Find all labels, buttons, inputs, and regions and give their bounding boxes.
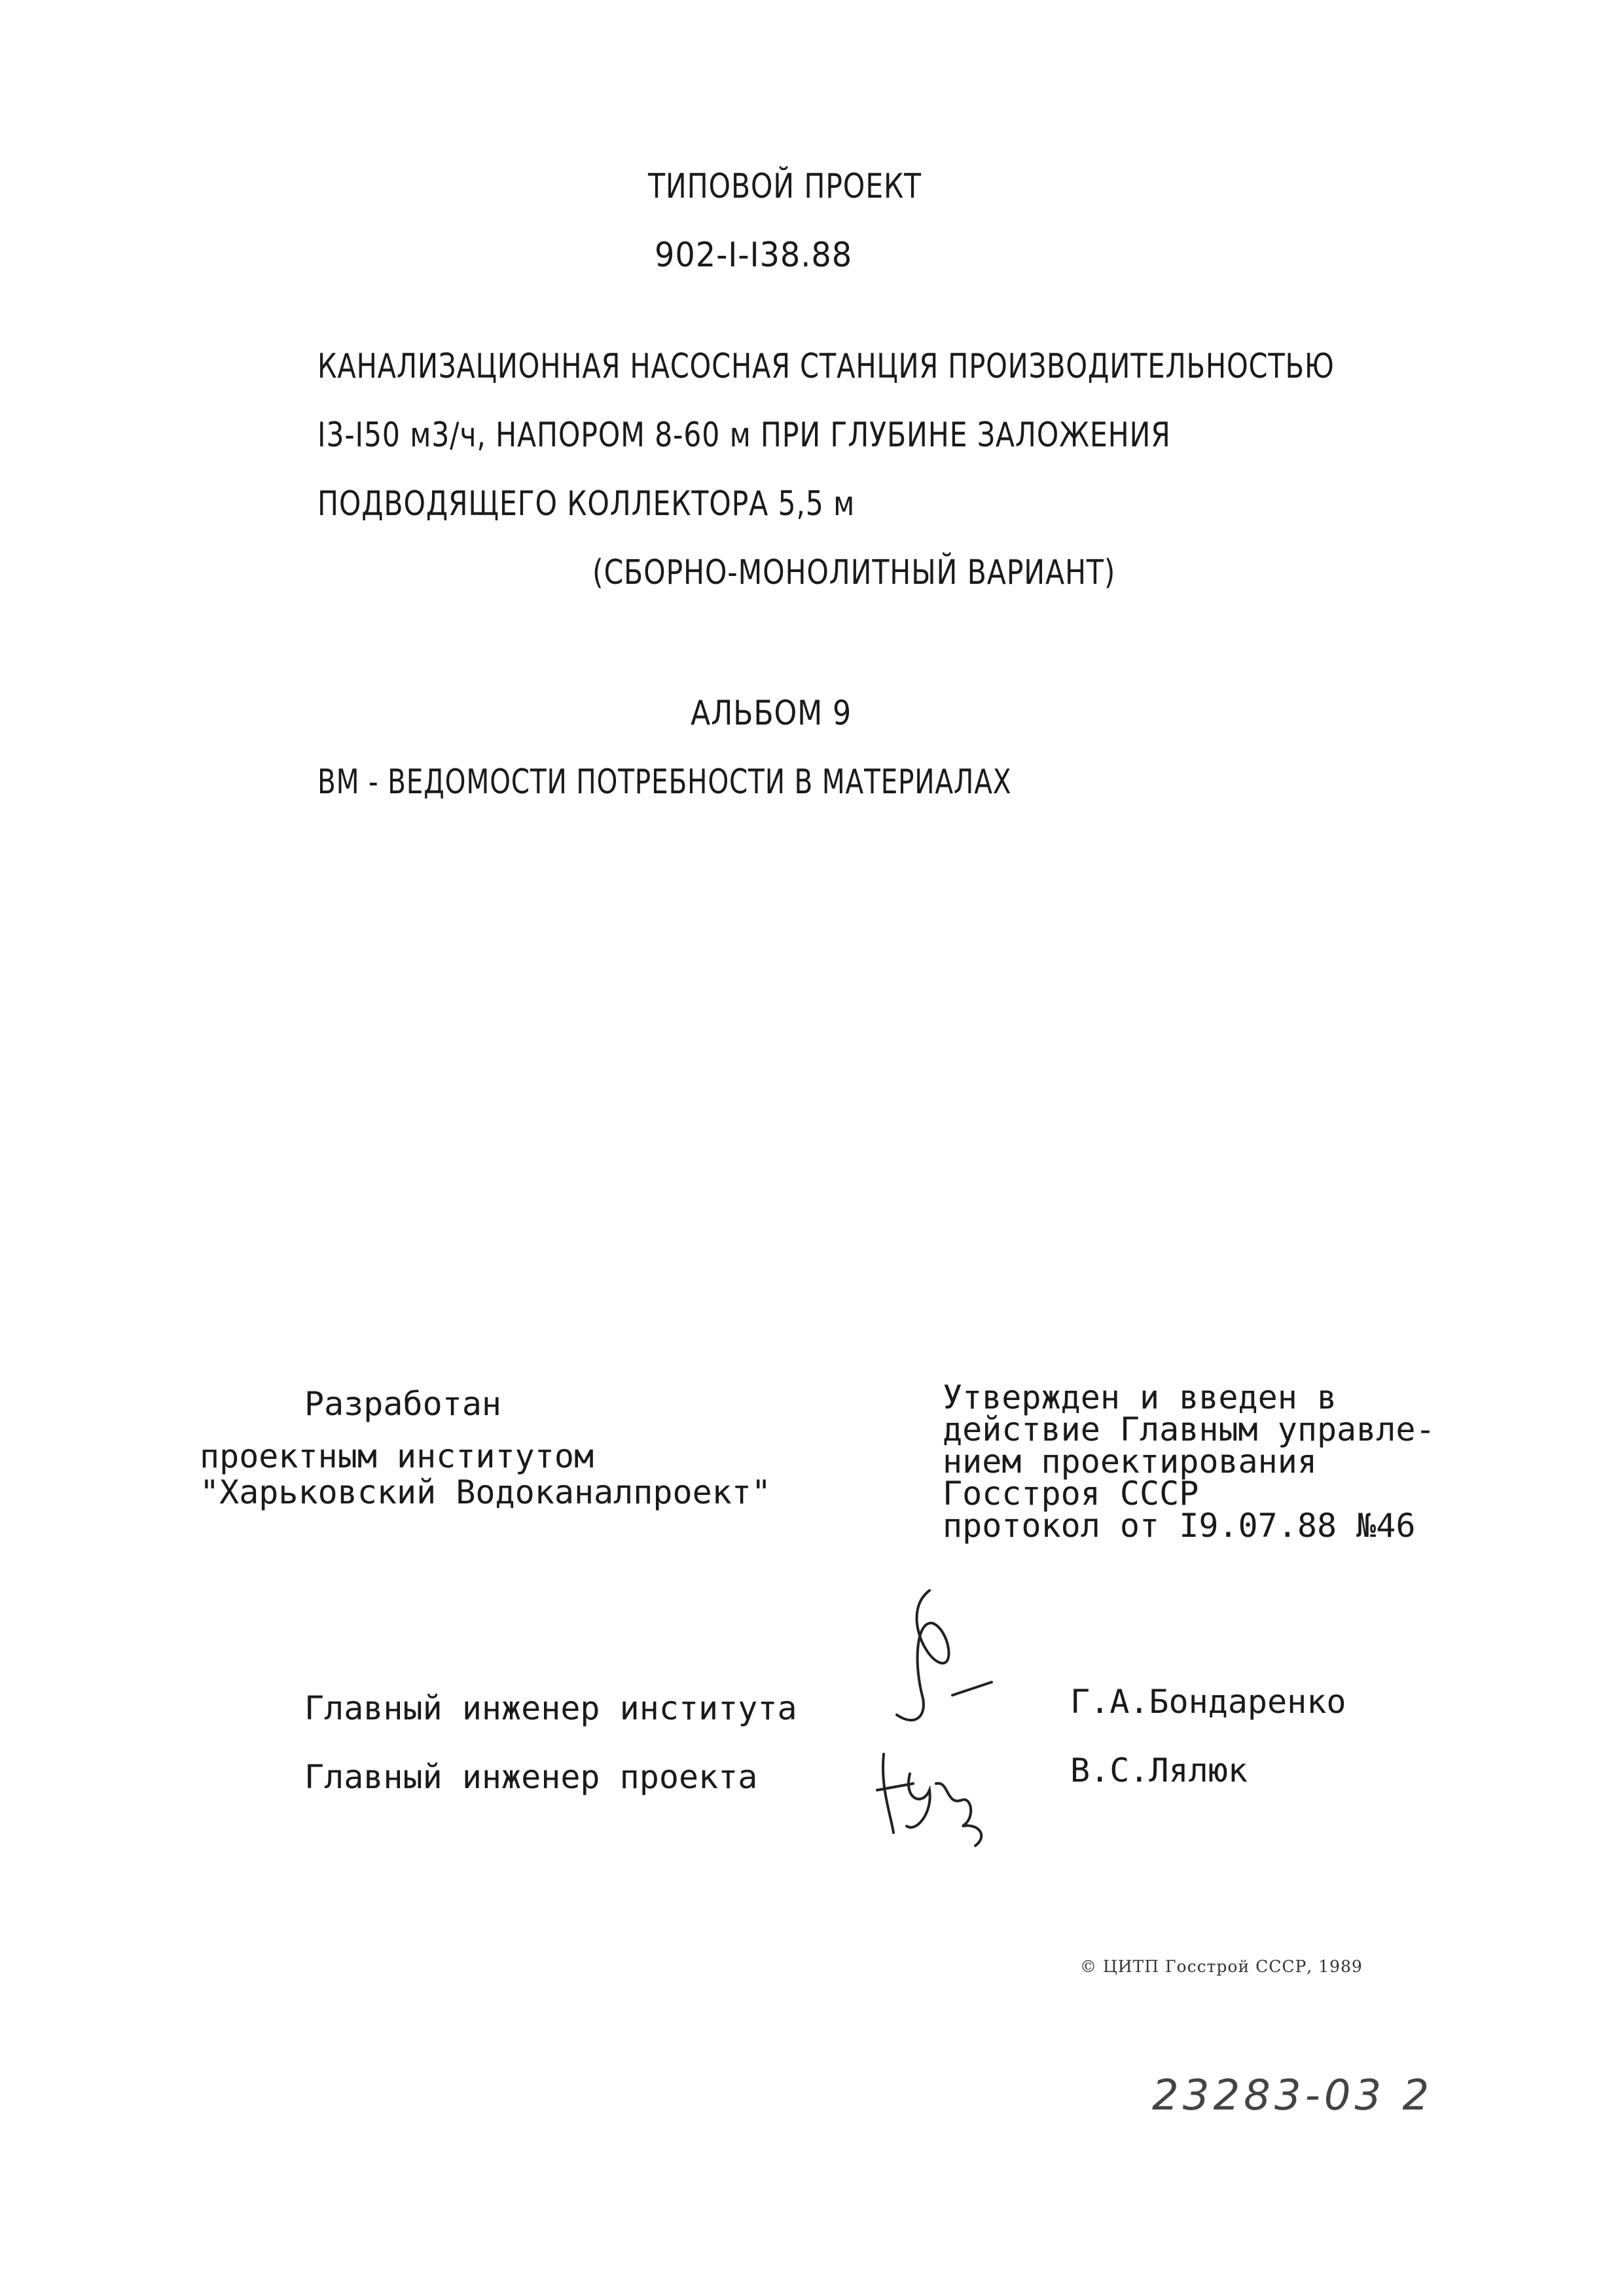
- approval-line-5: протокол от I9.07.88 №46: [943, 1507, 1416, 1545]
- signatory-role-1: Главный инженер института: [304, 1689, 797, 1727]
- project-code: 902-I-I38.88: [655, 236, 853, 275]
- inventory-number: 23283-03 2: [1152, 2072, 1434, 2120]
- approval-line-2: действие Главным управле-: [943, 1410, 1435, 1448]
- project-type-heading: ТИПОВОЙ ПРОЕКТ: [648, 167, 922, 206]
- signatory-name-1: Г.А.Бондаренко: [1070, 1683, 1346, 1721]
- title-line-2: I3-I50 м3/ч, НАПОРОМ 8-60 м ПРИ ГЛУБИНЕ ЗАЛОЖЕНИЯ: [317, 416, 1171, 455]
- signatory-role-2: Главный инженер проекта: [304, 1758, 758, 1796]
- album-number: АЛЬБОМ 9: [691, 694, 852, 733]
- title-line-1: КАНАЛИЗАЦИОННАЯ НАСОСНАЯ СТАНЦИЯ ПРОИЗВОДИТЕЛЬНОСТЬЮ: [317, 347, 1335, 386]
- approval-line-4: Госстроя СССР: [943, 1475, 1199, 1513]
- approval-block: [943, 1378, 1435, 1545]
- title-line-4: (СБОРНО-МОНОЛИТНЫЙ ВАРИАНТ): [592, 553, 1116, 592]
- developed-institute-line-1: проектным институтом: [200, 1437, 594, 1475]
- copyright-notice: © ЦИТП Госстрой СССР, 1989: [1080, 1957, 1363, 1976]
- approval-line-1: Утвержден и введен в: [943, 1378, 1337, 1416]
- handwritten-signature-2: [864, 1728, 1021, 1859]
- title-line-3: ПОДВОДЯЩЕГО КОЛЛЕКТОРА 5,5 м: [317, 484, 856, 524]
- album-description: ВМ - ВЕДОМОСТИ ПОТРЕБНОСТИ В МАТЕРИАЛАХ: [317, 763, 1012, 802]
- developed-label: Разработан: [304, 1385, 502, 1423]
- developed-institute-line-2: "Харьковский Водоканалпроект": [200, 1473, 771, 1511]
- signatory-name-2: В.С.Лялюк: [1070, 1751, 1248, 1789]
- approval-line-3: нием проектирования: [943, 1443, 1317, 1481]
